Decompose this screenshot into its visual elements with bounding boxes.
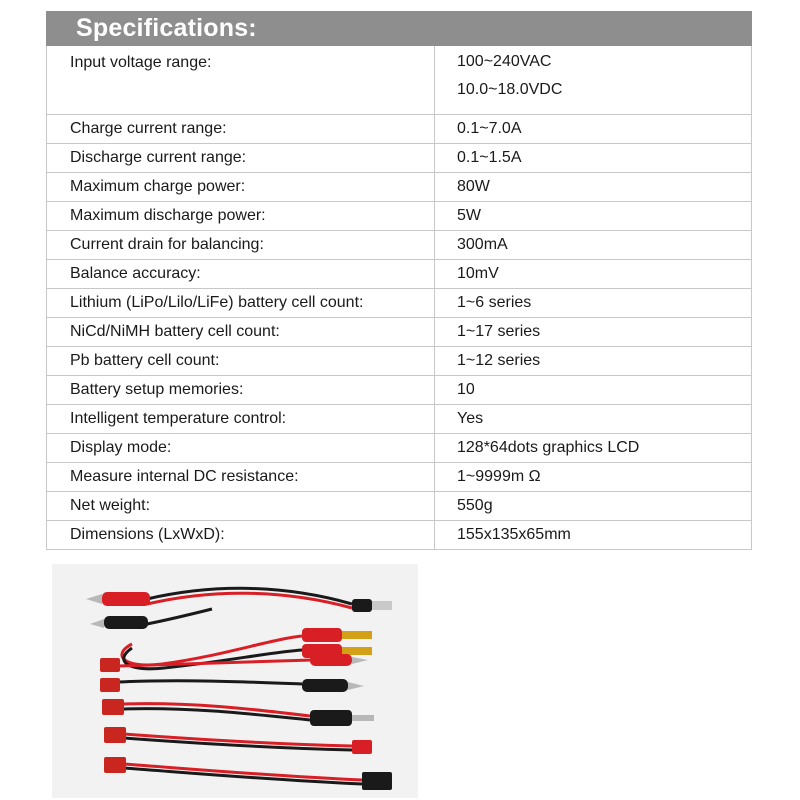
- spec-value-cell: [435, 144, 752, 173]
- spec-value-cell: [435, 289, 752, 318]
- charging-cables-icon: [52, 564, 418, 798]
- spec-value-cell: [435, 405, 752, 434]
- spec-value: 128*64dots graphics LCD: [457, 439, 640, 456]
- specifications-header: [46, 11, 752, 46]
- spec-label: NiCd/NiMH battery cell count:: [47, 318, 435, 347]
- spec-row: [47, 318, 752, 347]
- spec-value-cell: [435, 46, 752, 115]
- spec-value: 10mV: [457, 265, 499, 282]
- spec-value-cell: [435, 260, 752, 289]
- spec-row: [47, 434, 752, 463]
- spec-value-cell: [435, 463, 752, 492]
- spec-label: Net weight:: [47, 492, 435, 521]
- spec-row: [47, 376, 752, 405]
- spec-value: 300mA: [457, 236, 508, 253]
- spec-value-cell: [435, 318, 752, 347]
- spec-row: [47, 405, 752, 434]
- specifications-title: Specifications:: [76, 14, 257, 42]
- spec-value-cell: [435, 202, 752, 231]
- spec-value-cell: [435, 521, 752, 550]
- spec-value: 10: [457, 381, 475, 398]
- spec-value: 5W: [457, 207, 481, 224]
- spec-value: 80W: [457, 178, 490, 195]
- spec-value: 1~9999m Ω: [457, 468, 541, 485]
- spec-row: [47, 521, 752, 550]
- spec-label: Input voltage range:: [47, 46, 435, 115]
- spec-value-cell: [435, 115, 752, 144]
- spec-row: [47, 115, 752, 144]
- spec-row: [47, 260, 752, 289]
- charging-cables-photo: [52, 564, 418, 798]
- spec-value-cell: [435, 347, 752, 376]
- spec-value: 10.0~18.0VDC: [457, 81, 563, 98]
- cable-tplug-to-jst: [104, 727, 372, 754]
- spec-row: [47, 463, 752, 492]
- spec-label: Intelligent temperature control:: [47, 405, 435, 434]
- cable-clips-to-barrel: [86, 588, 392, 629]
- spec-label: Balance accuracy:: [47, 260, 435, 289]
- spec-label: Current drain for balancing:: [47, 231, 435, 260]
- spec-label: Measure internal DC resistance:: [47, 463, 435, 492]
- spec-row: [47, 347, 752, 376]
- spec-value: 1~17 series: [457, 323, 541, 340]
- spec-label: Maximum discharge power:: [47, 202, 435, 231]
- spec-value: 155x135x65mm: [457, 526, 571, 543]
- spec-value-cell: [435, 173, 752, 202]
- cable-tplug-to-glow: [102, 699, 374, 726]
- spec-label: Lithium (LiPo/Lilo/LiFe) battery cell count:: [47, 289, 435, 318]
- spec-label: Charge current range:: [47, 115, 435, 144]
- spec-row: [47, 202, 752, 231]
- spec-label: Battery setup memories:: [47, 376, 435, 405]
- spec-label: Display mode:: [47, 434, 435, 463]
- spec-label: Discharge current range:: [47, 144, 435, 173]
- spec-value: 550g: [457, 497, 493, 514]
- spec-value-cell: [435, 434, 752, 463]
- spec-row: [47, 492, 752, 521]
- spec-row: [47, 289, 752, 318]
- spec-row: [47, 173, 752, 202]
- spec-value: 0.1~7.0A: [457, 120, 522, 137]
- spec-value: 1~12 series: [457, 352, 541, 369]
- spec-value-cell: [435, 492, 752, 521]
- spec-label: Pb battery cell count:: [47, 347, 435, 376]
- spec-value-cell: [435, 376, 752, 405]
- specifications-table: [46, 46, 752, 550]
- spec-value-cell: [435, 231, 752, 260]
- spec-value: 100~240VAC: [457, 53, 552, 70]
- spec-value: Yes: [457, 410, 484, 427]
- spec-label: Dimensions (LxWxD):: [47, 521, 435, 550]
- spec-row: [47, 231, 752, 260]
- spec-row: [47, 46, 752, 115]
- cable-tplug-to-servo: [104, 757, 392, 790]
- spec-value: 0.1~1.5A: [457, 149, 522, 166]
- spec-value: 1~6 series: [457, 294, 532, 311]
- spec-label: Maximum charge power:: [47, 173, 435, 202]
- spec-row: [47, 144, 752, 173]
